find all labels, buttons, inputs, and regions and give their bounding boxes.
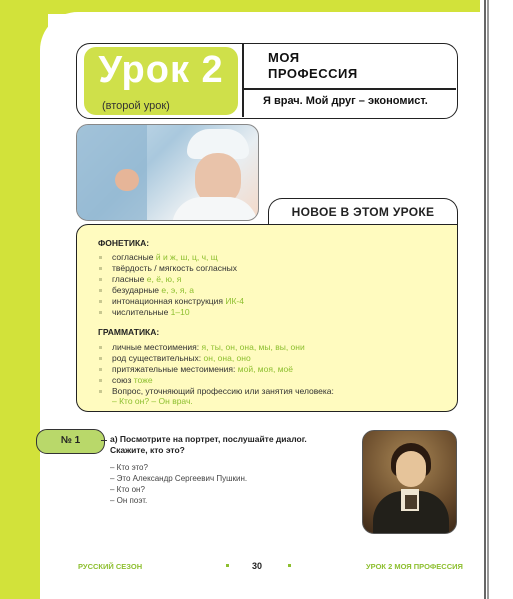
lesson-title: Урок 2	[98, 49, 224, 91]
page-number: 30	[252, 561, 263, 571]
footer-book-title: РУССКИЙ СЕЗОН	[78, 562, 143, 571]
exercise-instruction	[110, 434, 307, 456]
phonetics-item: твёрдость / мягкость согласных	[112, 263, 238, 273]
grammar-title: ГРАММАТИКА:	[98, 327, 160, 337]
topic-title-line1: МОЯ	[268, 50, 300, 65]
lesson-subtitle: (второй урок)	[102, 100, 170, 112]
phonetics-item: безударные е, э, я, а	[112, 285, 194, 295]
phonetics-title: ФОНЕТИКА:	[98, 238, 150, 248]
pushkin-portrait	[362, 430, 457, 534]
bullet-icon	[99, 346, 102, 349]
bullet-icon	[99, 278, 102, 281]
bullet-icon	[99, 379, 102, 382]
new-in-lesson-title: НОВОЕ В ЭТОМ УРОКЕ	[291, 205, 435, 219]
portrait-scarf	[405, 495, 417, 509]
portrait-face	[396, 451, 426, 487]
topic-title	[268, 50, 358, 82]
grammar-item: личные местоимения: я, ты, он, она, мы, вы, они	[112, 342, 305, 352]
footer-dot	[226, 564, 229, 567]
dialog-line: – Он поэт.	[110, 496, 148, 505]
bullet-icon	[99, 300, 102, 303]
page-edge	[484, 0, 486, 599]
grammar-example: – Кто он? – Он врач.	[112, 396, 193, 406]
bullet-icon	[99, 267, 102, 270]
lesson-tab	[84, 47, 238, 115]
grammar-item: Вопрос, уточняющий профессию или занятия человека:	[112, 386, 334, 396]
dialog-line: – Кто он?	[110, 485, 145, 494]
footer-dot	[288, 564, 291, 567]
dentist-photo	[76, 124, 259, 221]
bullet-icon	[99, 390, 102, 393]
bullet-icon	[99, 357, 102, 360]
bullet-icon	[99, 311, 102, 314]
exercise-number-tab	[36, 429, 105, 454]
new-in-lesson-tab	[268, 198, 458, 225]
topic-title-line2: ПРОФЕССИЯ	[268, 66, 358, 81]
photo-doctor-coat	[172, 197, 258, 221]
topic-subtitle: Я врач. Мой друг – экономист.	[263, 95, 428, 107]
bullet-icon	[99, 289, 102, 292]
header-divider	[242, 43, 244, 117]
phonetics-item: согласные й и ж, ш, ц, ч, щ	[112, 252, 218, 262]
footer-chapter: УРОК 2 МОЯ ПРОФЕССИЯ	[366, 562, 463, 571]
bullet-icon	[99, 256, 102, 259]
grammar-item: притяжательные местоимения: мой, моя, моё	[112, 364, 294, 374]
exercise-instruction-line2: Скажите, кто это?	[110, 445, 185, 455]
exercise-number: № 1	[60, 435, 81, 446]
bullet-icon	[99, 368, 102, 371]
phonetics-item: интонационная конструкция ИК-4	[112, 296, 244, 306]
exercise-instruction-line1: а) Посмотрите на портрет, послушайте диалог.	[110, 434, 307, 444]
dialog-line: – Кто это?	[110, 463, 148, 472]
phonetics-item: гласные е, ё, ю, я	[112, 274, 182, 284]
topic-divider	[243, 88, 456, 90]
exercise-connector	[101, 440, 107, 441]
dialog-line: – Это Александр Сергеевич Пушкин.	[110, 474, 248, 483]
grammar-item: род существительных: он, она, оно	[112, 353, 251, 363]
page-edge-shadow	[487, 0, 489, 599]
phonetics-item: числительные 1–10	[112, 307, 190, 317]
photo-child-head	[115, 169, 139, 191]
grammar-item: союз тоже	[112, 375, 153, 385]
